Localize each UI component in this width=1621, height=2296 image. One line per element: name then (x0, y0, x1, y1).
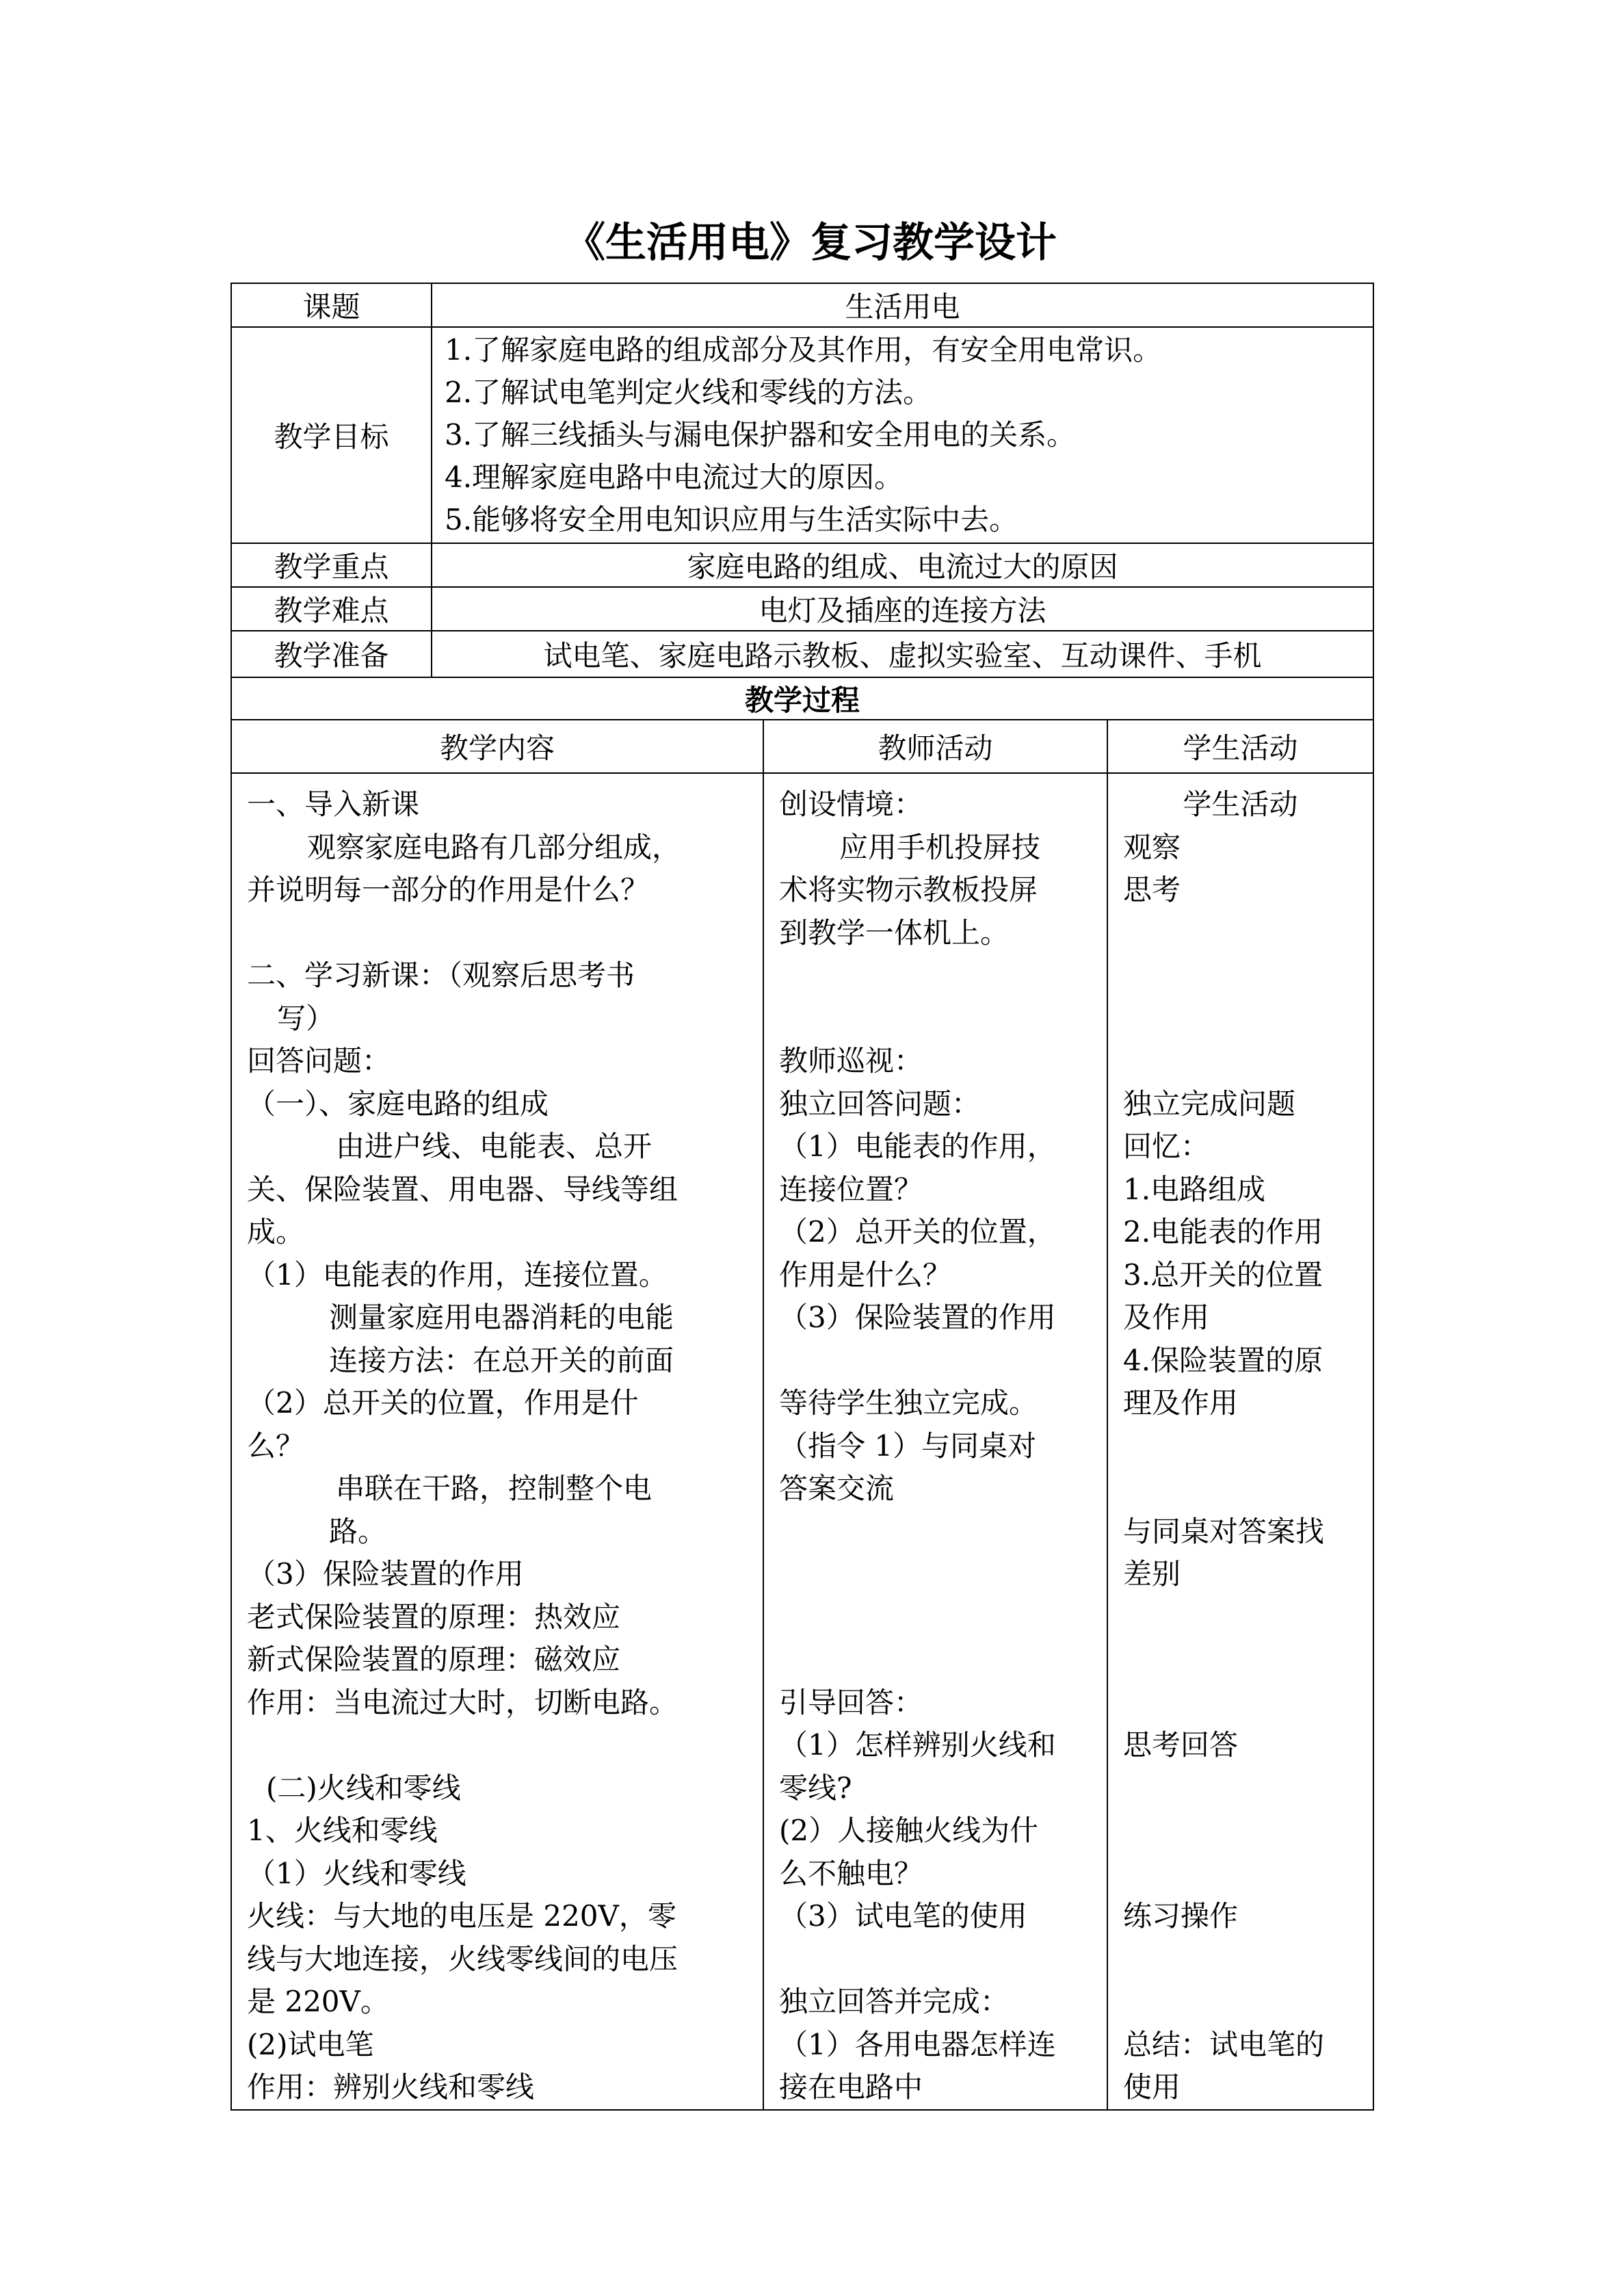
content-line: 一、导入新课 (247, 787, 420, 821)
teacher-line: 连接位置？ (779, 1172, 923, 1206)
goal-item: 5.能够将安全用电知识应用与生活实际中去。 (445, 503, 1018, 536)
student-column (1107, 773, 1373, 2110)
content-line: 作用：当电流过大时，切断电路。 (247, 1685, 678, 1719)
goal-item: 1.了解家庭电路的组成部分及其作用，有安全用电常识。 (445, 333, 1162, 367)
prep-value: 试电笔、家庭电路示教板、虚拟实验室、互动课件、手机 (432, 631, 1373, 677)
teacher-line: 应用手机投屏技 (839, 830, 1041, 864)
content-line: 测量家庭用电器消耗的电能 (329, 1301, 674, 1334)
teacher-line: 引导回答： (779, 1685, 923, 1719)
student-line (1123, 1682, 1373, 1725)
content-line: 1、火线和零线 (247, 1814, 438, 1847)
teacher-line (779, 1511, 1107, 1554)
prep-row (231, 631, 1373, 677)
student-line (1123, 1467, 1373, 1511)
student-line (1123, 1981, 1373, 2024)
goals-label: 教学目标 (231, 327, 432, 543)
teacher-line: 接在电路中 (779, 2070, 923, 2104)
content-line: 回答问题： (247, 1044, 391, 1078)
student-line (1123, 1040, 1373, 1083)
content-line: 新式保险装置的原理：磁效应 (247, 1643, 621, 1676)
content-line: 关、保险装置、用电器、导线等组 (247, 1172, 678, 1206)
content-line: 串联在干路，控制整个电 (336, 1472, 653, 1505)
teacher-line: 到教学一体机上。 (779, 915, 1010, 950)
content-line: （3）保险装置的作用 (247, 1557, 524, 1591)
content-line (247, 1724, 763, 1767)
teaching-process-table (230, 677, 1374, 2111)
student-line: 4.保险装置的原 (1123, 1343, 1323, 1377)
student-line: 独立完成问题 (1123, 1086, 1296, 1121)
teacher-column (763, 773, 1107, 2110)
difficult-value: 电灯及插座的连接方法 (432, 587, 1373, 631)
teacher-line (779, 1639, 1107, 1682)
teacher-line: 零线? (779, 1771, 852, 1805)
student-line: 1.电路组成 (1123, 1172, 1266, 1206)
student-line: 学生活动 (1183, 787, 1298, 821)
key-value: 家庭电路的组成、电流过大的原因 (432, 543, 1373, 587)
student-line: 思考 (1123, 873, 1181, 906)
student-line (1123, 1596, 1373, 1639)
goal-item: 4.理解家庭电路中电流过大的原因。 (445, 460, 904, 494)
student-line: 回忆： (1123, 1130, 1210, 1163)
content-line: 是 220V。 (247, 1985, 389, 2018)
teacher-line: （指令 1）与同桌对 (779, 1429, 1037, 1463)
goal-item: 2.了解试电笔判定火线和零线的方法。 (445, 376, 932, 409)
teacher-line (779, 954, 1107, 997)
goals-row (231, 327, 1373, 543)
student-line (1123, 1810, 1373, 1853)
col-header-student: 学生活动 (1107, 720, 1373, 773)
teacher-line: （1）怎样辨别火线和 (779, 1728, 1056, 1762)
teacher-line: 独立回答问题： (779, 1086, 981, 1121)
content-line: (二)火线和零线 (266, 1771, 461, 1805)
student-line (1123, 912, 1373, 955)
student-line: 练习操作 (1123, 1899, 1239, 1933)
process-heading: 教学过程 (231, 677, 1373, 720)
topic-value: 生活用电 (432, 283, 1373, 327)
teacher-line: 等待学生独立完成。 (779, 1386, 1038, 1420)
student-line: 与同桌对答案找 (1123, 1514, 1325, 1548)
student-line (1123, 997, 1373, 1041)
student-line (1123, 1767, 1373, 1810)
goal-item: 3.了解三线插头与漏电保护器和安全用电的关系。 (445, 418, 1076, 452)
teacher-line (779, 1938, 1107, 1981)
content-line: (2)试电笔 (247, 2027, 374, 2061)
content-line: （1）电能表的作用，连接位置。 (247, 1257, 668, 1292)
content-line: 老式保险装置的原理：热效应 (247, 1600, 621, 1634)
student-line: 理及作用 (1123, 1386, 1239, 1420)
content-line: 连接方法：在总开关的前面 (329, 1343, 674, 1377)
content-line: 二、学习新课：（观察后思考书 (247, 958, 635, 992)
student-line: 观察 (1123, 830, 1181, 864)
difficult-label: 教学难点 (231, 587, 432, 631)
teacher-line: （3）试电笔的使用 (779, 1899, 1027, 1933)
student-line: 差别 (1123, 1557, 1181, 1591)
content-line: 么？ (247, 1429, 305, 1463)
col-header-teacher: 教师活动 (763, 720, 1107, 773)
content-line (247, 912, 763, 955)
content-line: 由进户线、电能表、总开 (336, 1130, 653, 1163)
content-line: （一）、家庭电路的组成 (247, 1086, 549, 1121)
content-line: 线与大地连接，火线零线间的电压 (247, 1942, 678, 1976)
topic-label: 课题 (231, 283, 432, 327)
student-line (1123, 1853, 1373, 1896)
key-row (231, 543, 1373, 587)
document-title: 《生活用电》复习教学设计 (564, 219, 1057, 267)
teacher-line: (2）人接触火线为什 (779, 1814, 1039, 1847)
goals-list (432, 327, 1373, 543)
student-line: 使用 (1123, 2070, 1181, 2104)
student-line (1123, 1425, 1373, 1468)
content-line: 并说明每一部分的作用是什么？ (247, 873, 650, 906)
col-header-content: 教学内容 (231, 720, 763, 773)
difficult-row (231, 587, 1373, 631)
content-column (231, 773, 763, 2110)
teacher-line: （1）各用电器怎样连 (779, 2027, 1056, 2061)
student-line: 思考回答 (1123, 1728, 1239, 1762)
content-line: 作用：辨别火线和零线 (247, 2070, 535, 2104)
teacher-line (779, 1340, 1107, 1383)
teacher-line (779, 1553, 1107, 1596)
teacher-line: （3）保险装置的作用 (779, 1301, 1056, 1334)
teacher-line (779, 1596, 1107, 1639)
teacher-line: 教师巡视： (779, 1044, 923, 1078)
teacher-line: 么不触电？ (779, 1856, 923, 1890)
prep-label: 教学准备 (231, 631, 432, 677)
content-line: 观察家庭电路有几部分组成， (307, 830, 681, 864)
student-line: 总结：试电笔的 (1123, 2027, 1325, 2061)
student-line: 及作用 (1123, 1301, 1210, 1334)
teacher-line: 术将实物示教板投屏 (779, 873, 1038, 906)
content-line: 写） (277, 1001, 335, 1035)
teacher-line: （2）总开关的位置， (779, 1215, 1056, 1249)
key-label: 教学重点 (231, 543, 432, 587)
teacher-line: 答案交流 (779, 1472, 895, 1505)
content-line: 火线：与大地的电压是 220V，零 (247, 1899, 676, 1933)
teacher-line: 独立回答并完成： (779, 1985, 1010, 2018)
content-line: 成。 (247, 1215, 305, 1249)
teacher-line: （1）电能表的作用， (779, 1130, 1056, 1163)
teacher-line: 创设情境： (779, 787, 923, 821)
student-line: 2.电能表的作用 (1123, 1215, 1323, 1249)
content-line: 路。 (329, 1514, 387, 1548)
teacher-line (779, 997, 1107, 1041)
student-line (1123, 1938, 1373, 1981)
student-line (1123, 1639, 1373, 1682)
topic-row (231, 283, 1373, 327)
content-line: （1）火线和零线 (247, 1856, 466, 1890)
lesson-info-table (230, 283, 1374, 678)
student-line: 3.总开关的位置 (1123, 1257, 1323, 1292)
content-line: （2）总开关的位置，作用是什 (247, 1386, 639, 1420)
teacher-line: 作用是什么？ (779, 1257, 952, 1292)
student-line (1123, 954, 1373, 997)
